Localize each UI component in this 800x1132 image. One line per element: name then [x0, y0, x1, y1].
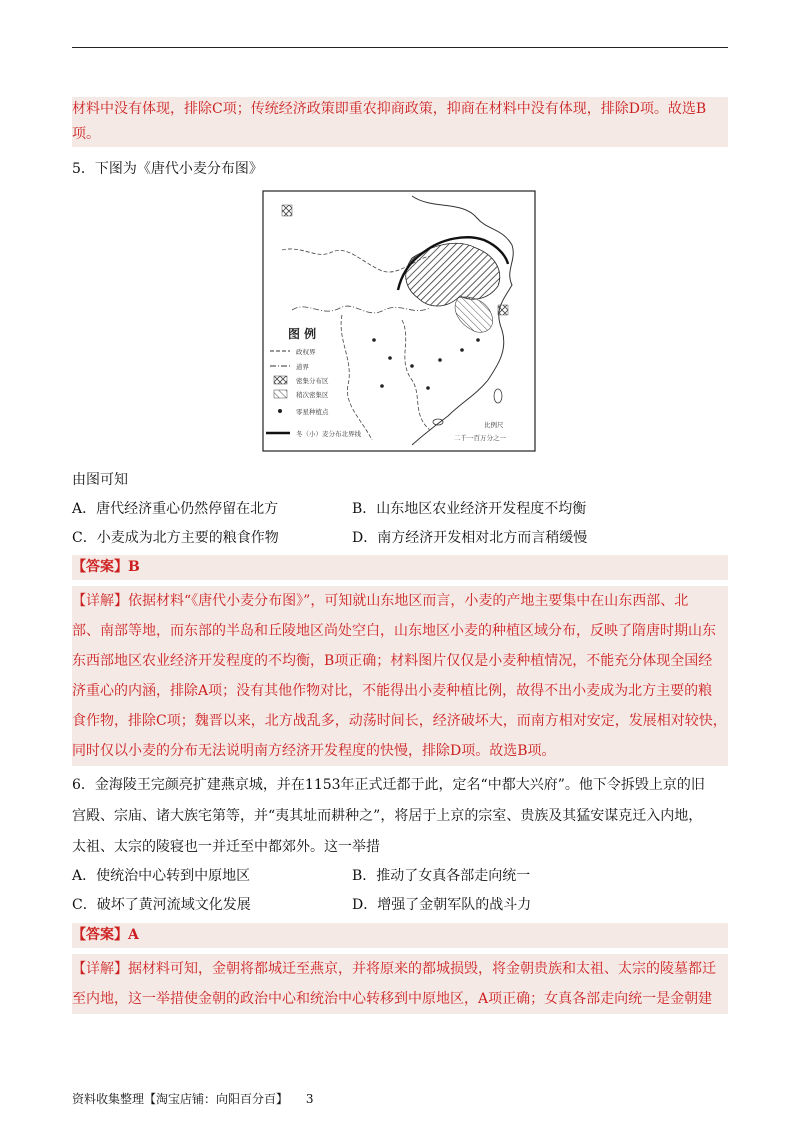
- tang-wheat-map: [262, 190, 536, 452]
- explanation-line: 项。: [72, 126, 100, 142]
- question-prompt: 由图可知: [72, 472, 128, 488]
- header-rule: [72, 47, 728, 48]
- map-scattered-point: [476, 338, 480, 342]
- legend-item: 稍次密集区: [296, 391, 329, 399]
- option-d[interactable]: D．南方经济开发相对北方而言稍缓慢: [352, 530, 588, 546]
- explanation-line: 【详解】依据材料“《唐代小麦分布图》”，可知就山东地区而言，小麦的产地主要集中在山东西部、北: [72, 593, 689, 609]
- q5-explanation: [72, 586, 728, 766]
- q6-stem: [72, 770, 728, 863]
- map-svg: [262, 190, 536, 452]
- q5-options-row-1: [72, 496, 728, 522]
- map-scattered-point: [426, 386, 430, 390]
- map-dense-point: [282, 205, 292, 216]
- legend-item: 零星种植点: [296, 408, 329, 416]
- question-stem-line: 宫殿、宗庙、诸大族宅第等，并“夷其址而耕种之”，将居于上京的宗室、贵族及其猛安谋克迁入内地，: [72, 808, 703, 824]
- answer-label: 【答案】B: [72, 559, 140, 575]
- map-scattered-point: [438, 358, 442, 362]
- q6-answer: [72, 923, 728, 948]
- footer-source: 资料收集整理【淘宝店铺：向阳百分百】: [72, 1092, 289, 1106]
- map-scattered-point: [380, 384, 384, 388]
- legend-item: 冬（小）麦分布北界线: [296, 430, 361, 438]
- map-scattered-point: [372, 338, 376, 342]
- prev-explanation: [72, 97, 728, 147]
- legend-swatch-dense: [274, 376, 287, 384]
- explanation-line: 至内地，这一举措使金朝的政治中心和统治中心转移到中原地区，A项正确；女真各部走向统一是金朝建: [72, 991, 713, 1007]
- explanation-line: 部、南部等地，而东部的半岛和丘陵地区尚处空白，山东地区小麦的种植区域分布，反映了隋唐时期山东: [72, 623, 716, 639]
- legend-item: 密集分布区: [296, 377, 329, 385]
- map-scattered-point: [410, 364, 414, 368]
- option-d[interactable]: D．增强了金朝军队的战斗力: [352, 897, 532, 913]
- question-stem-line: 6．金海陵王完颜亮扩建燕京城，并在1153年正式迁都于此，定名“中都大兴府”。他下令拆毁上京的旧: [72, 777, 705, 793]
- page-number: 3: [305, 1092, 314, 1106]
- explanation-line: 食作物，排除C项；魏晋以来，北方战乱多，动荡时间长，经济破坏大，而南方相对安定，发展相对较快，: [72, 713, 727, 729]
- question-stem: 5．下图为《唐代小麦分布图》: [72, 161, 263, 177]
- map-dense-point: [498, 305, 508, 315]
- q6-options-row-1: [72, 863, 728, 889]
- scale-value: 二千一百万分之一: [454, 434, 506, 442]
- legend-swatch-secondary: [274, 390, 287, 398]
- option-c[interactable]: C．破坏了黄河流域文化发展: [72, 897, 251, 913]
- legend-swatch-point: [278, 409, 282, 413]
- option-b[interactable]: B．山东地区农业经济开发程度不均衡: [352, 501, 587, 517]
- explanation-line: 同时仅以小麦的分布无法说明南方经济开发程度的快慢，排除D项。故选B项。: [72, 743, 556, 759]
- question-stem-line: 太祖、太宗的陵寝也一并迁至中都郊外。这一举措: [72, 839, 380, 855]
- scale-label: 比例尺: [484, 421, 504, 429]
- map-scattered-point: [388, 356, 392, 360]
- page-footer: [72, 1090, 327, 1107]
- q5-prompt: [72, 468, 728, 493]
- q6-options-row-2: [72, 892, 728, 918]
- legend-item: 道界: [296, 363, 309, 371]
- option-b[interactable]: B．推动了女真各部走向统一: [352, 868, 531, 884]
- option-a[interactable]: A．唐代经济重心仍然停留在北方: [72, 501, 279, 517]
- explanation-line: 【详解】据材料可知，金朝将都城迁至燕京，并将原来的都城损毁，将金朝贵族和太祖、太宗的陵墓都迁: [72, 961, 716, 977]
- q6-explanation: [72, 954, 728, 1014]
- option-c[interactable]: C．小麦成为北方主要的粮食作物: [72, 530, 279, 546]
- explanation-line: 济重心的内涵，排除A项；没有其他作物对比，不能得出小麦种植比例，故得不出小麦成为北方主要的粮: [72, 683, 713, 699]
- legend-item: 政权界: [296, 348, 316, 356]
- answer-label: 【答案】A: [72, 927, 139, 943]
- legend-title: 图 例: [288, 327, 317, 341]
- map-scattered-point: [460, 348, 464, 352]
- explanation-line: 材料中没有体现，排除C项；传统经济政策即重农抑商政策，抑商在材料中没有体现，排除D项。故选B: [72, 101, 707, 117]
- q5-answer: [72, 555, 728, 580]
- option-a[interactable]: A．使统治中心转到中原地区: [72, 868, 251, 884]
- explanation-line: 东西部地区农业经济开发程度的不均衡，B项正确；材料图片仅仅是小麦种植情况，不能充分体现全国经: [72, 653, 713, 669]
- q5-stem: [72, 157, 728, 182]
- q5-options-row-2: [72, 525, 728, 551]
